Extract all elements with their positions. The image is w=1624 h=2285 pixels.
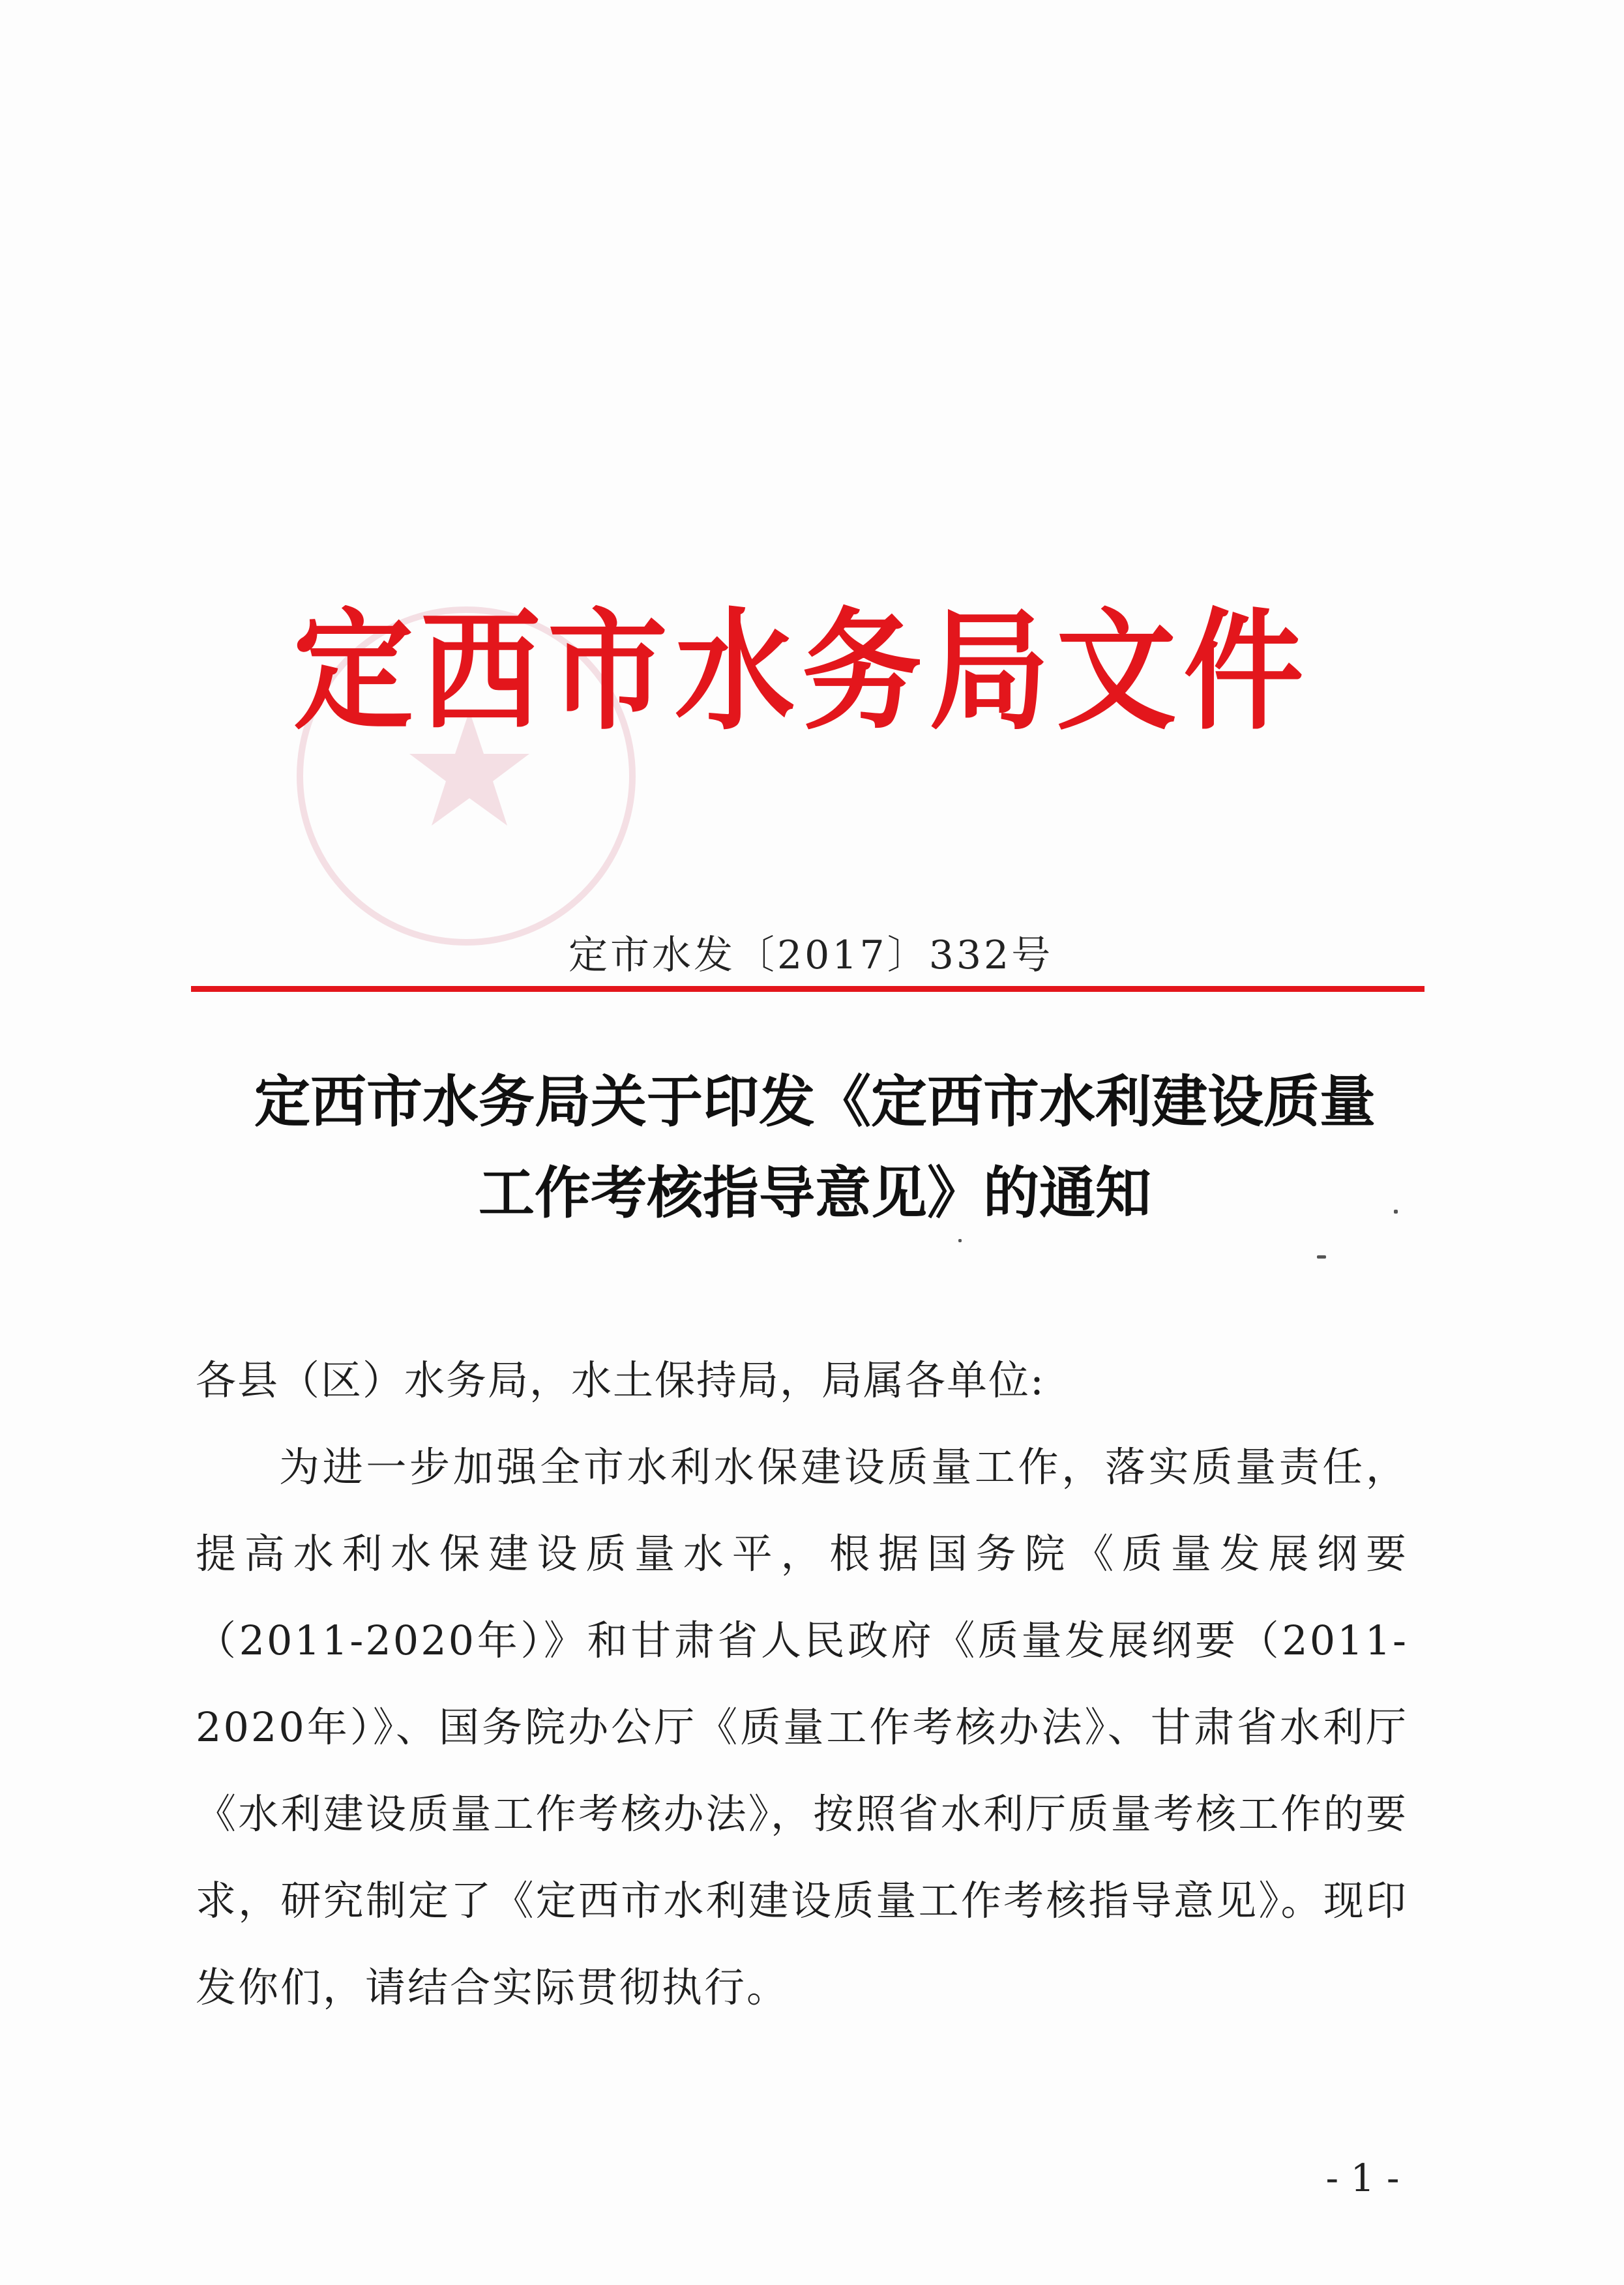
page-number: - 1 - (1325, 2156, 1400, 2200)
document-body (196, 1337, 1408, 2031)
red-divider-line (191, 986, 1425, 992)
body-paragraph: 为进一步加强全市水利水保建设质量工作，落实质量责任，提高水利水保建设质量水平，根据国务院《质量发展纲要（2011-2020年）》和甘肃省人民政府《质量发展纲要（2011-2020年）》、国务院办公厅《质量工作考核办法》、甘肃省水利厅《水利建设质量工作考核办法》，按照省水利厅质量考核工作的要求，研究制定了《定西市水利建设质量工作考核指导意见》。现印发你们，请结合实际贯彻执行。 (196, 1443, 1408, 2011)
scan-speck (958, 1239, 962, 1242)
scan-speck (1317, 1255, 1326, 1259)
scan-speck (1394, 1210, 1398, 1214)
salutation: 各县（区）水务局，水土保持局，局属各单位: (196, 1356, 1045, 1404)
document-number: 定市水发〔2017〕332号 (568, 933, 1054, 978)
document-title (196, 1056, 1434, 1239)
document-title-line-1: 定西市水务局关于印发《定西市水利建设质量 (254, 1069, 1376, 1135)
document-title-line-2: 工作考核指导意见》的通知 (479, 1160, 1151, 1226)
agency-title: 定西市水务局文件 (293, 595, 1311, 748)
